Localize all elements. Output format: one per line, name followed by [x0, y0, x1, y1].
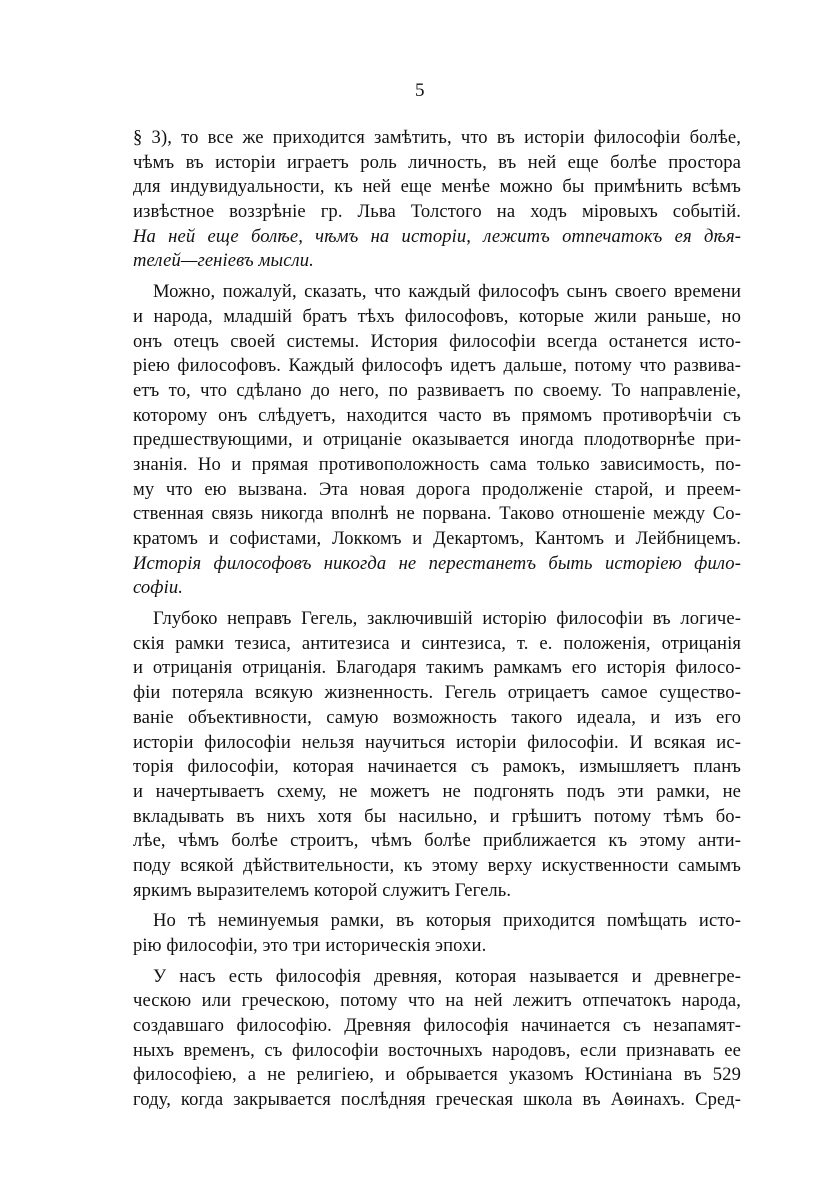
text-line: вкладывать въ нихъ хотя бы насильно, и грѣшитъ потому тѣмъ бо-	[133, 805, 741, 827]
text-line: ственная связь никогда вполнѣ не порвана. Таково отношеніе между Со-	[133, 503, 741, 525]
text-line: яркимъ выразителемъ которой служитъ Гегель.	[133, 879, 512, 901]
text-line: ваніе объективности, самую возможность такого идеала, и изъ его	[133, 706, 741, 728]
text-line: и народа, младшій братъ тѣхъ философовъ, которые жили раньше, но	[133, 305, 741, 327]
text-line: чѣмъ въ исторіи играетъ роль личность, въ ней еще болѣе простора	[133, 151, 741, 173]
text-line: онъ отецъ своей системы. История философіи всегда останется исто-	[133, 330, 741, 352]
text-line: ріею философовъ. Каждый философъ идетъ дальше, потому что развива-	[133, 355, 741, 377]
text-line: предшествующими, и отрицаніе оказывается иногда плодотворнѣе при-	[133, 429, 741, 451]
text-line: У насъ есть философія древняя, которая называется и древнегре-	[153, 965, 741, 987]
text-line: На ней еще болѣе, чѣмъ на исторіи, лежитъ отпечатокъ ея дѣя-	[133, 225, 741, 247]
text-line: ческою или греческою, потому что на ней лежитъ отпечатокъ народа,	[133, 990, 741, 1012]
text-line: философіею, а не религіею, и обрывается указомъ Юстиніана въ 529	[133, 1064, 741, 1086]
text-line: фіи потеряла всякую жизненность. Гегель отрицаетъ самое существо-	[133, 682, 741, 704]
text-line: знанія. Но и прямая противоположность сама только зависимость, по-	[133, 453, 741, 475]
text-line: Но тѣ неминуемыя рамки, въ которыя приходится помѣщать исто-	[153, 910, 741, 932]
text-line: телей—геніевъ мысли.	[133, 250, 314, 272]
text-line: и отрицанія отрицанія. Благодаря такимъ рамкамъ его исторія филосо-	[133, 657, 741, 679]
text-line: поду всякой дѣйствительности, къ этому верху искуственности самымъ	[133, 854, 741, 876]
text-line: Можно, пожалуй, сказать, что каждый философъ сынъ своего времени	[153, 281, 741, 303]
text-line: для индувидуальности, къ ней еще менѣе можно бы примѣнить всѣмъ	[133, 176, 741, 198]
text-line: исторіи философіи нельзя научиться исторіи философіи. И всякая ис-	[133, 731, 741, 753]
text-line: году, когда закрывается послѣдняя греческая школа въ Аѳинахъ. Сред-	[133, 1089, 741, 1111]
text-line: которому онъ слѣдуетъ, находится часто въ прямомъ противорѣчіи съ	[133, 404, 741, 426]
text-line: лѣе, чѣмъ болѣе строитъ, чѣмъ болѣе приближается къ этому анти-	[133, 830, 741, 852]
text-line: извѣстное воззрѣніе гр. Льва Толстого на ходъ міровыхъ событій.	[133, 201, 741, 223]
body-text	[133, 126, 741, 1113]
text-line: кратомъ и софистами, Локкомъ и Декартомъ, Кантомъ и Лейбницемъ.	[133, 528, 741, 549]
page-number: 5	[415, 80, 425, 101]
text-line: софіи.	[133, 577, 183, 599]
text-line: скія рамки тезиса, антитезиса и синтезиса, т. е. положенія, отрицанія	[133, 632, 741, 654]
text-line: Глубоко неправъ Гегель, заключившій исторію философіи въ логиче-	[153, 608, 741, 630]
text-line: Исторія философовъ никогда не перестанетъ быть исторіею фило-	[133, 552, 741, 574]
text-line: § 3), то все же приходится замѣтить, что въ исторіи философіи болѣе,	[133, 127, 741, 148]
text-line: создавшаго философію. Древняя философія начинается съ незапамят-	[133, 1015, 741, 1037]
text-line: му что ею вызвана. Эта новая дорога продолженіе старой, и преем-	[133, 478, 741, 500]
text-line: торія философіи, которая начинается съ рамокъ, измышляетъ планъ	[133, 756, 741, 778]
text-line: и начертываетъ схему, не можетъ не подгонять подъ эти рамки, не	[133, 780, 741, 802]
text-line: рію философіи, это три историческія эпохи.	[133, 935, 487, 956]
text-line: ныхъ временъ, съ философіи восточныхъ народовъ, если признавать ее	[133, 1039, 741, 1061]
text-line: етъ то, что сдѣлано до него, по развиваетъ по своему. То направленіе,	[133, 379, 741, 401]
